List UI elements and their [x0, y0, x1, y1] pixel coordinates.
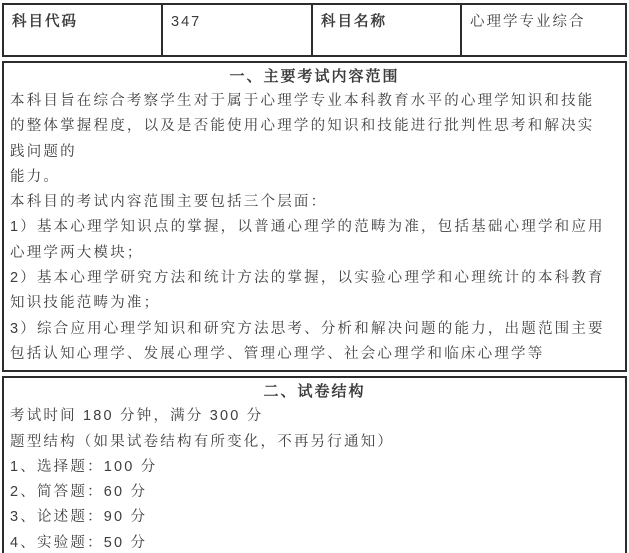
- section-paper-structure: [2, 376, 627, 553]
- text-line: 践问题的: [10, 143, 77, 160]
- text-line: 3、论述题：90 分: [10, 509, 148, 526]
- subject-name-label: 科目名称: [313, 5, 462, 55]
- exam-syllabus-document: [2, 3, 627, 553]
- text-line: 考试时间 180 分钟，满分 300 分: [10, 408, 264, 425]
- text-line: 包括认知心理学、发展心理学、管理心理学、社会心理学和临床心理学等: [10, 345, 545, 362]
- subject-code-value: 347: [163, 5, 313, 55]
- text-line: 4、实验题：50 分: [10, 534, 148, 551]
- text-line: 3）综合应用心理学知识和研究方法思考、分析和解决问题的能力，出题范围主要: [10, 320, 605, 337]
- text-line: 2）基本心理学研究方法和统计方法的掌握，以实验心理学和心理统计的本科教育: [10, 270, 605, 287]
- text-line: 本科目的考试内容范围主要包括三个层面：: [10, 194, 328, 211]
- text-line: 1、选择题：100 分: [10, 458, 158, 475]
- section1-title: 一、主要考试内容范围: [229, 68, 400, 85]
- text-line: 知识技能范畴为准；: [10, 295, 161, 312]
- text-line: 1）基本心理学知识点的掌握，以普通心理学的范畴为准，包括基础心理学和应用: [10, 219, 605, 236]
- text-line: 的整体掌握程度，以及是否能使用心理学的知识和技能进行批判性思考和解决实: [10, 118, 595, 135]
- subject-name-value: 心理学专业综合: [470, 14, 586, 30]
- section2-title: 二、试卷结构: [263, 383, 366, 401]
- subject-header-row: [2, 3, 627, 57]
- section-exam-content-scope: [2, 61, 627, 372]
- text-line: 心理学两大模块；: [10, 244, 144, 261]
- text-line: 能力。: [10, 168, 61, 185]
- text-line: 2、简答题：60 分: [10, 484, 148, 501]
- text-line: 本科目旨在综合考察学生对于属于心理学专业本科教育水平的心理学知识和技能: [10, 93, 595, 109]
- text-line: 题型结构（如果试卷结构有所变化，不再另行通知）: [10, 433, 395, 450]
- subject-code-label: 科目代码: [4, 5, 163, 55]
